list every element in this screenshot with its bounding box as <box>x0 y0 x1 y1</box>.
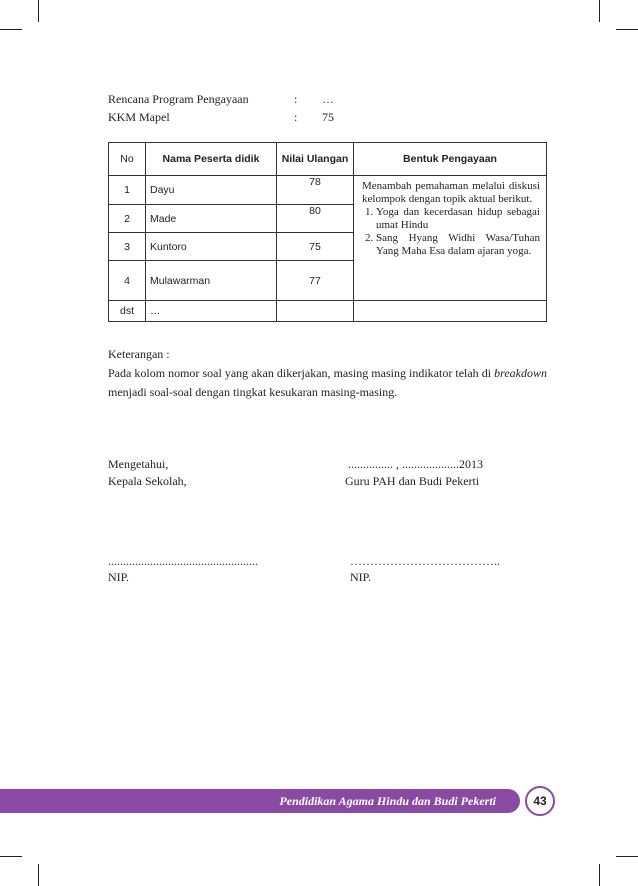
right-sign-line: ……………………………….. <box>350 554 500 568</box>
kkm-value: 75 <box>322 110 334 124</box>
left-title-2: Kepala Sekolah, <box>108 474 187 488</box>
row-no: 1 <box>109 176 146 205</box>
keterangan-text <box>108 364 547 402</box>
row-nilai <box>277 301 354 322</box>
left-nip: NIP. <box>108 570 130 584</box>
table-row <box>109 176 547 205</box>
row-no: 4 <box>109 261 146 301</box>
crop-mark <box>599 0 600 22</box>
row-name: Mulawarman <box>146 261 277 301</box>
left-sign-line: .................................................. <box>108 554 258 568</box>
right-title: Guru PAH dan Budi Pekerti <box>345 474 480 488</box>
bentuk-item: 2. Sang Hyang Widhi Wasa/Tuhan Yang Maha Esa dalam ajaran yoga. <box>376 232 540 258</box>
keterangan-text-part2: menjadi soal-soal dengan tingkat kesukaran masing-masing. <box>108 385 398 399</box>
program-colon: : <box>294 92 298 106</box>
crop-mark <box>0 29 22 30</box>
header-name: Nama Peserta didik <box>146 143 277 176</box>
crop-mark <box>38 0 39 22</box>
row-nilai: 75 <box>277 233 354 261</box>
book-title: Pendidikan Agama Hindu dan Budi Pekerti <box>279 794 496 808</box>
crop-mark <box>616 856 638 857</box>
left-title-1: Mengetahui, <box>108 457 169 471</box>
bentuk-item: 1. Yoga dan kecerdasan hidup sebagai umat Hindu <box>376 206 540 232</box>
crop-mark <box>0 856 22 857</box>
keterangan <box>108 345 547 402</box>
right-nip: NIP. <box>350 570 372 584</box>
crop-mark <box>38 864 39 886</box>
kkm-label: KKM Mapel <box>108 110 170 124</box>
header-no: No <box>109 143 146 176</box>
crop-mark <box>599 864 600 886</box>
row-no: dst <box>109 301 146 322</box>
right-date: ............... , ...................2013 <box>348 457 483 471</box>
program-value: … <box>322 92 334 106</box>
row-name: Made <box>146 205 277 233</box>
row-nilai: 80 <box>277 205 354 233</box>
row-nilai: 78 <box>277 176 354 205</box>
footer-bar <box>0 789 520 813</box>
program-label: Rencana Program Pengayaan <box>108 92 249 106</box>
row-nilai: 77 <box>277 261 354 301</box>
row-name: … <box>146 301 277 322</box>
header-bentuk: Bentuk Pengayaan <box>354 143 547 176</box>
bentuk-cell <box>354 176 547 301</box>
keterangan-title: Keterangan : <box>108 347 170 361</box>
bentuk-list <box>362 206 540 258</box>
enrichment-table <box>108 142 547 322</box>
keterangan-text-italic: breakdown <box>494 366 547 380</box>
row-no: 2 <box>109 205 146 233</box>
bentuk-intro: Menambah pemahaman melalui diskusi kelompok dengan topik aktual berikut. <box>362 180 540 205</box>
row-no: 3 <box>109 233 146 261</box>
keterangan-text-part1: Pada kolom nomor soal yang akan dikerjakan, masing masing indikator telah di <box>108 366 492 380</box>
page-number: 43 <box>525 786 555 816</box>
table-row <box>109 301 547 322</box>
row-bentuk-empty <box>354 301 547 322</box>
kkm-colon: : <box>294 110 298 124</box>
table-header-row <box>109 143 547 176</box>
crop-mark <box>616 29 638 30</box>
row-name: Dayu <box>146 176 277 205</box>
header-nilai: Nilai Ulangan <box>277 143 354 176</box>
row-name: Kuntoro <box>146 233 277 261</box>
